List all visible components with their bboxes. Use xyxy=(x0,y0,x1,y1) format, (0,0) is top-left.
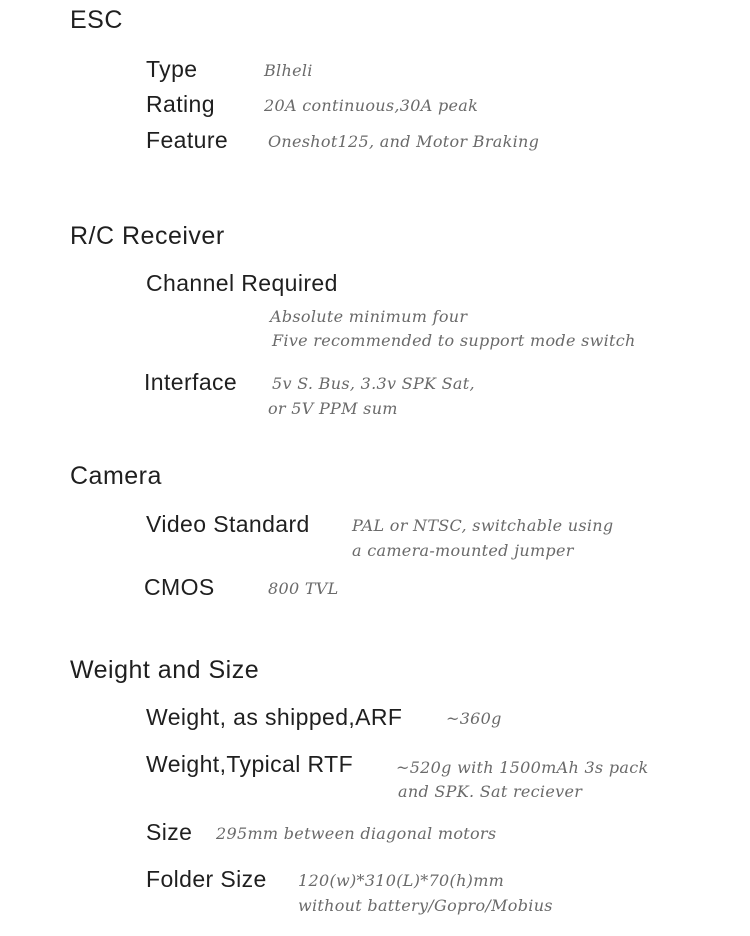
weight-shipped-label: Weight, as shipped,ARF xyxy=(146,704,403,730)
weight-size-section-title: Weight and Size xyxy=(70,656,260,684)
esc-rating-value: 20A continuous,30A peak xyxy=(264,96,479,115)
camera-video-value-line2: a camera-mounted jumper xyxy=(352,541,574,560)
weight-rtf-value-line2: and SPK. Sat reciever xyxy=(398,782,583,801)
receiver-interface-value-line2: or 5V PPM sum xyxy=(268,399,398,418)
esc-type-value: Blheli xyxy=(264,61,313,80)
weight-rtf-value-line1: ~520g with 1500mAh 3s pack xyxy=(396,758,649,777)
camera-cmos-label: CMOS xyxy=(144,574,215,600)
receiver-interface-value-line1: 5v S. Bus, 3.3v SPK Sat, xyxy=(272,374,475,393)
weight-shipped-value: ~360g xyxy=(446,709,502,728)
esc-type-label: Type xyxy=(146,56,198,82)
camera-section-title: Camera xyxy=(70,462,162,490)
folder-size-value-line2: without battery/Gopro/Mobius xyxy=(298,896,553,915)
folder-size-label: Folder Size xyxy=(146,866,267,892)
esc-section-title: ESC xyxy=(70,6,123,34)
camera-video-value-line1: PAL or NTSC, switchable using xyxy=(352,516,614,535)
esc-rating-label: Rating xyxy=(146,91,215,117)
size-label: Size xyxy=(146,819,193,845)
receiver-channel-value-line1: Absolute minimum four xyxy=(270,307,468,326)
esc-feature-label: Feature xyxy=(146,127,229,153)
camera-cmos-value: 800 TVL xyxy=(268,579,339,598)
receiver-channel-label: Channel Required xyxy=(146,270,338,296)
camera-video-label: Video Standard xyxy=(146,511,310,537)
folder-size-value-line1: 120(w)*310(L)*70(h)mm xyxy=(298,871,505,890)
receiver-channel-value-line2: Five recommended to support mode switch xyxy=(272,331,636,350)
receiver-interface-label: Interface xyxy=(144,369,238,395)
weight-rtf-label: Weight,Typical RTF xyxy=(146,751,354,777)
esc-feature-value: Oneshot125, and Motor Braking xyxy=(268,132,540,151)
receiver-section-title: R/C Receiver xyxy=(70,222,225,250)
size-value: 295mm between diagonal motors xyxy=(216,824,497,843)
